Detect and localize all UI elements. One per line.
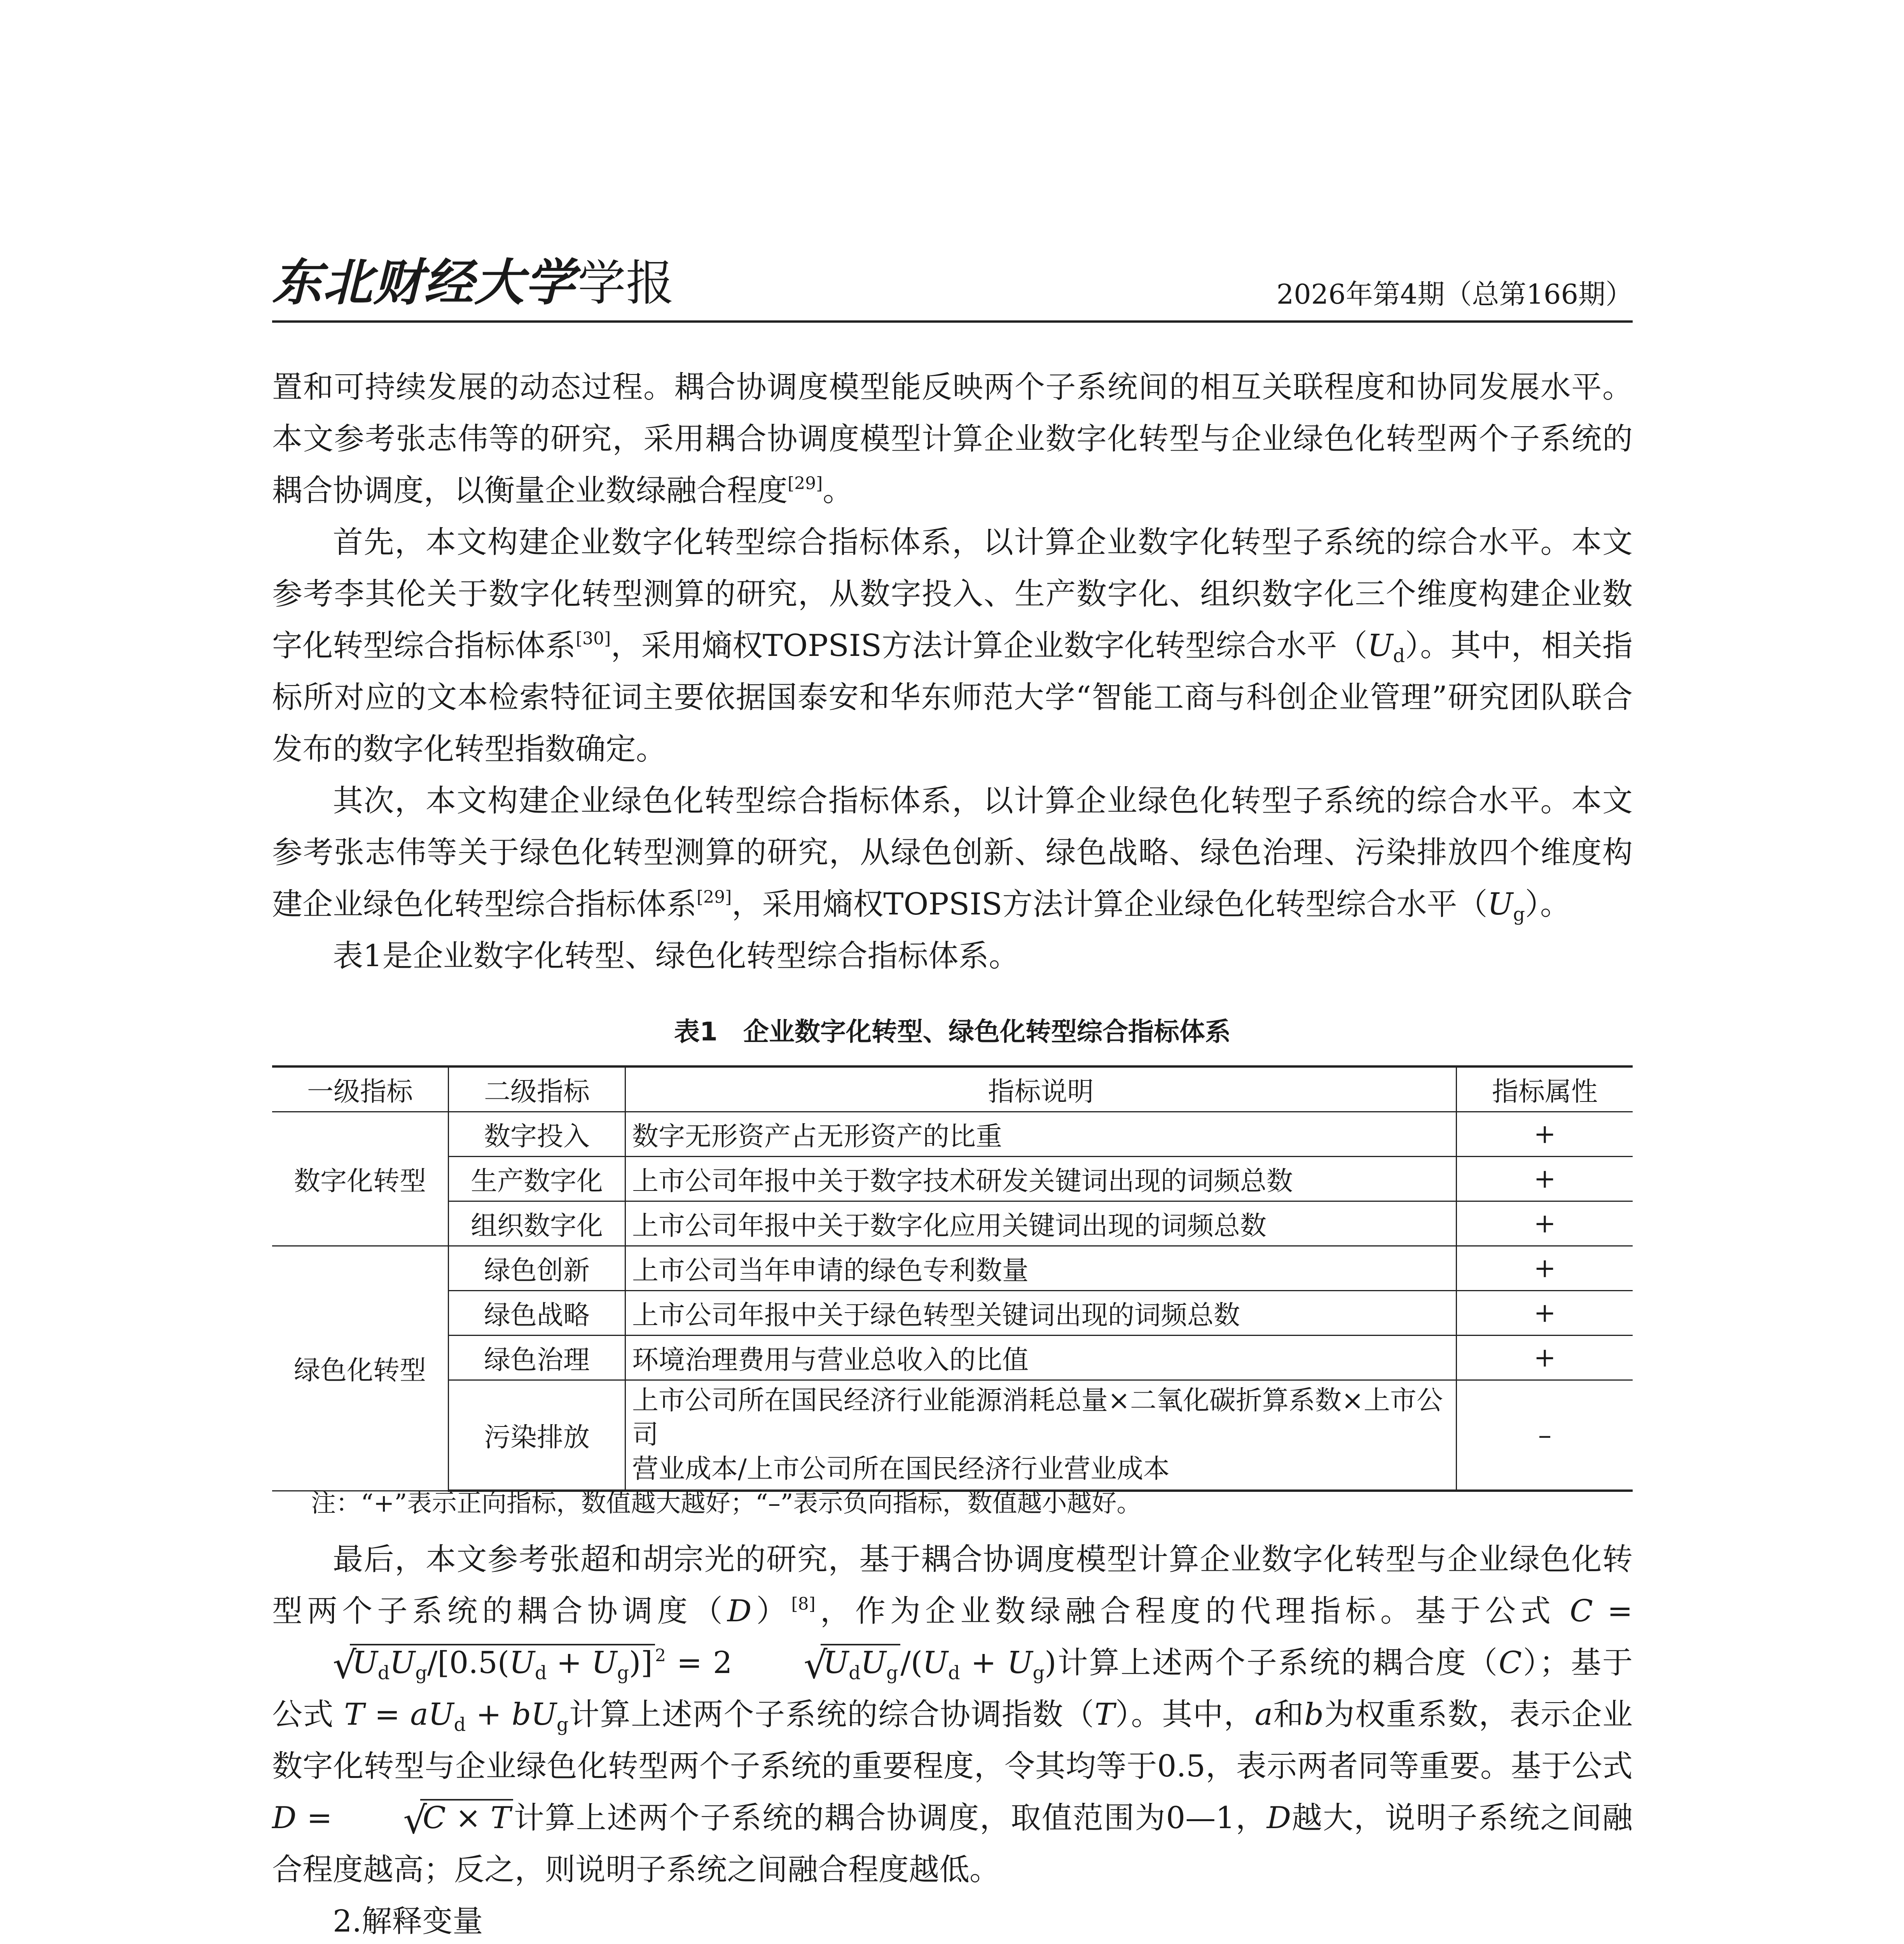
header-rule bbox=[272, 320, 1633, 323]
body-text-upper bbox=[272, 362, 1633, 982]
table-row: 绿色治理 环境治理费用与营业总收入的比值 + bbox=[272, 1336, 1633, 1380]
table-caption: 表1 企业数字化转型、绿色化转型综合指标体系 bbox=[674, 1017, 1231, 1047]
column-header: 指标属性 bbox=[1457, 1066, 1633, 1112]
journal-logo bbox=[272, 243, 674, 314]
formula-sqrt: √ $U_dU_g/[0.5(U_d + U_g)]$ bbox=[272, 1637, 655, 1689]
subsection-heading: 2.解释变量 bbox=[333, 1904, 483, 1939]
table-note: 注：“+”表示正向指标，数值越大越好；“–”表示负向指标，数值越小越好。 bbox=[311, 1489, 1142, 1518]
citation: [29] bbox=[788, 474, 823, 493]
citation: [29] bbox=[697, 887, 732, 907]
column-header: 一级指标 bbox=[272, 1066, 449, 1112]
table-header-row bbox=[272, 1066, 1633, 1112]
table-row: 绿色战略 上市公司年报中关于绿色转型关键词出现的词频总数 + bbox=[272, 1291, 1633, 1336]
formula-sqrt: √ C × T bbox=[342, 1792, 513, 1844]
journal-name-suffix: 学报 bbox=[578, 255, 674, 311]
paragraph: 最后，本文参考张超和胡宗光的研究，基于耦合协调度模型计算企业数字化转型与企业绿色化转型两个子系统的耦合协调度（D）[8]，作为企业数绿融合程度的代理指标。基于公式 C = √ $U_dU_g/[0.5(U_d + U_g)] ^2 = 2$ √ $U_dU_g/(U_d + U_g)$计算上述两个子系统的耦合度（C）；基于公式 $T = aU_d + bU_g$计算上述两个子系统的综合协调指数（T）。其中，a和b为权重系数，表示企业数字化转型与企业绿色化转型两个子系统的重要程度，令其均等于0.5，表示两者同等重要。基于公式 D = √ C × T计算上述两个子系统的耦合协调度，取值范围为0—1，D越大，说明子系统之间融合程度越高；反之，则说明子系统之间融合程度越低。 bbox=[272, 1534, 1633, 1896]
journal-name-calligraphy: 东北财经大学 bbox=[272, 253, 576, 312]
body-text-lower bbox=[272, 1534, 1633, 1944]
citation: [30] bbox=[575, 629, 611, 649]
indicator-table bbox=[272, 1065, 1633, 1492]
paragraph: 表1是企业数字化转型、绿色化转型综合指标体系。 bbox=[333, 939, 1019, 974]
paragraph: 其次，本文构建企业绿色化转型综合指标体系，以计算企业绿色化转型子系统的综合水平。本文参考张志伟等关于绿色化转型测算的研究，从绿色创新、绿色战略、绿色治理、污染排放四个维度构建企业绿色化转型综合指标体系[29]，采用熵权TOPSIS方法计算企业绿色化转型综合水平$(U_g)$。 bbox=[272, 783, 1633, 925]
group-cell: 绿色化转型 bbox=[272, 1246, 449, 1491]
issue-info: 2026年第4期（总第166期） bbox=[1276, 278, 1633, 310]
table-row: 数字化转型 数字投入 数字无形资产占无形资产的比重 + bbox=[272, 1112, 1633, 1157]
formula-sqrt: √ $U_dU_g$ bbox=[743, 1637, 900, 1689]
group-cell: 数字化转型 bbox=[272, 1112, 449, 1246]
table-row: 生产数字化 上市公司年报中关于数字技术研发关键词出现的词频总数 + bbox=[272, 1157, 1633, 1201]
column-header: 指标说明 bbox=[625, 1066, 1457, 1112]
running-header bbox=[272, 249, 1633, 323]
table-row: 污染排放 上市公司所在国民经济行业能源消耗总量×二氧化碳折算系数×上市公司 营业成本/上市公司所在国民经济行业营业成本 – bbox=[272, 1380, 1633, 1491]
table-row: 绿色化转型 绿色创新 上市公司当年申请的绿色专利数量 + bbox=[272, 1246, 1633, 1291]
column-header: 二级指标 bbox=[449, 1066, 625, 1112]
paragraph: 置和可持续发展的动态过程。耦合协调度模型能反映两个子系统间的相互关联程度和协同发展水平。本文参考张志伟等的研究，采用耦合协调度模型计算企业数字化转型与企业绿色化转型两个子系统的耦合协调度，以衡量企业数绿融合程度[29]。 bbox=[272, 370, 1633, 508]
citation: [8] bbox=[791, 1594, 816, 1614]
paragraph: 首先，本文构建企业数字化转型综合指标体系，以计算企业数字化转型子系统的综合水平。本文参考李其伦关于数字化转型测算的研究，从数字投入、生产数字化、组织数字化三个维度构建企业数字化转型综合指标体系[30]，采用熵权TOPSIS方法计算企业数字化转型综合水平$(U_d)$。其中，相关指标所对应的文本检索特征词主要依据国泰安和华东师范大学“智能工商与科创企业管理”研究团队联合发布的数字化转型指数确定。 bbox=[272, 525, 1633, 767]
table-row: 组织数字化 上市公司年报中关于数字化应用关键词出现的词频总数 + bbox=[272, 1201, 1633, 1246]
